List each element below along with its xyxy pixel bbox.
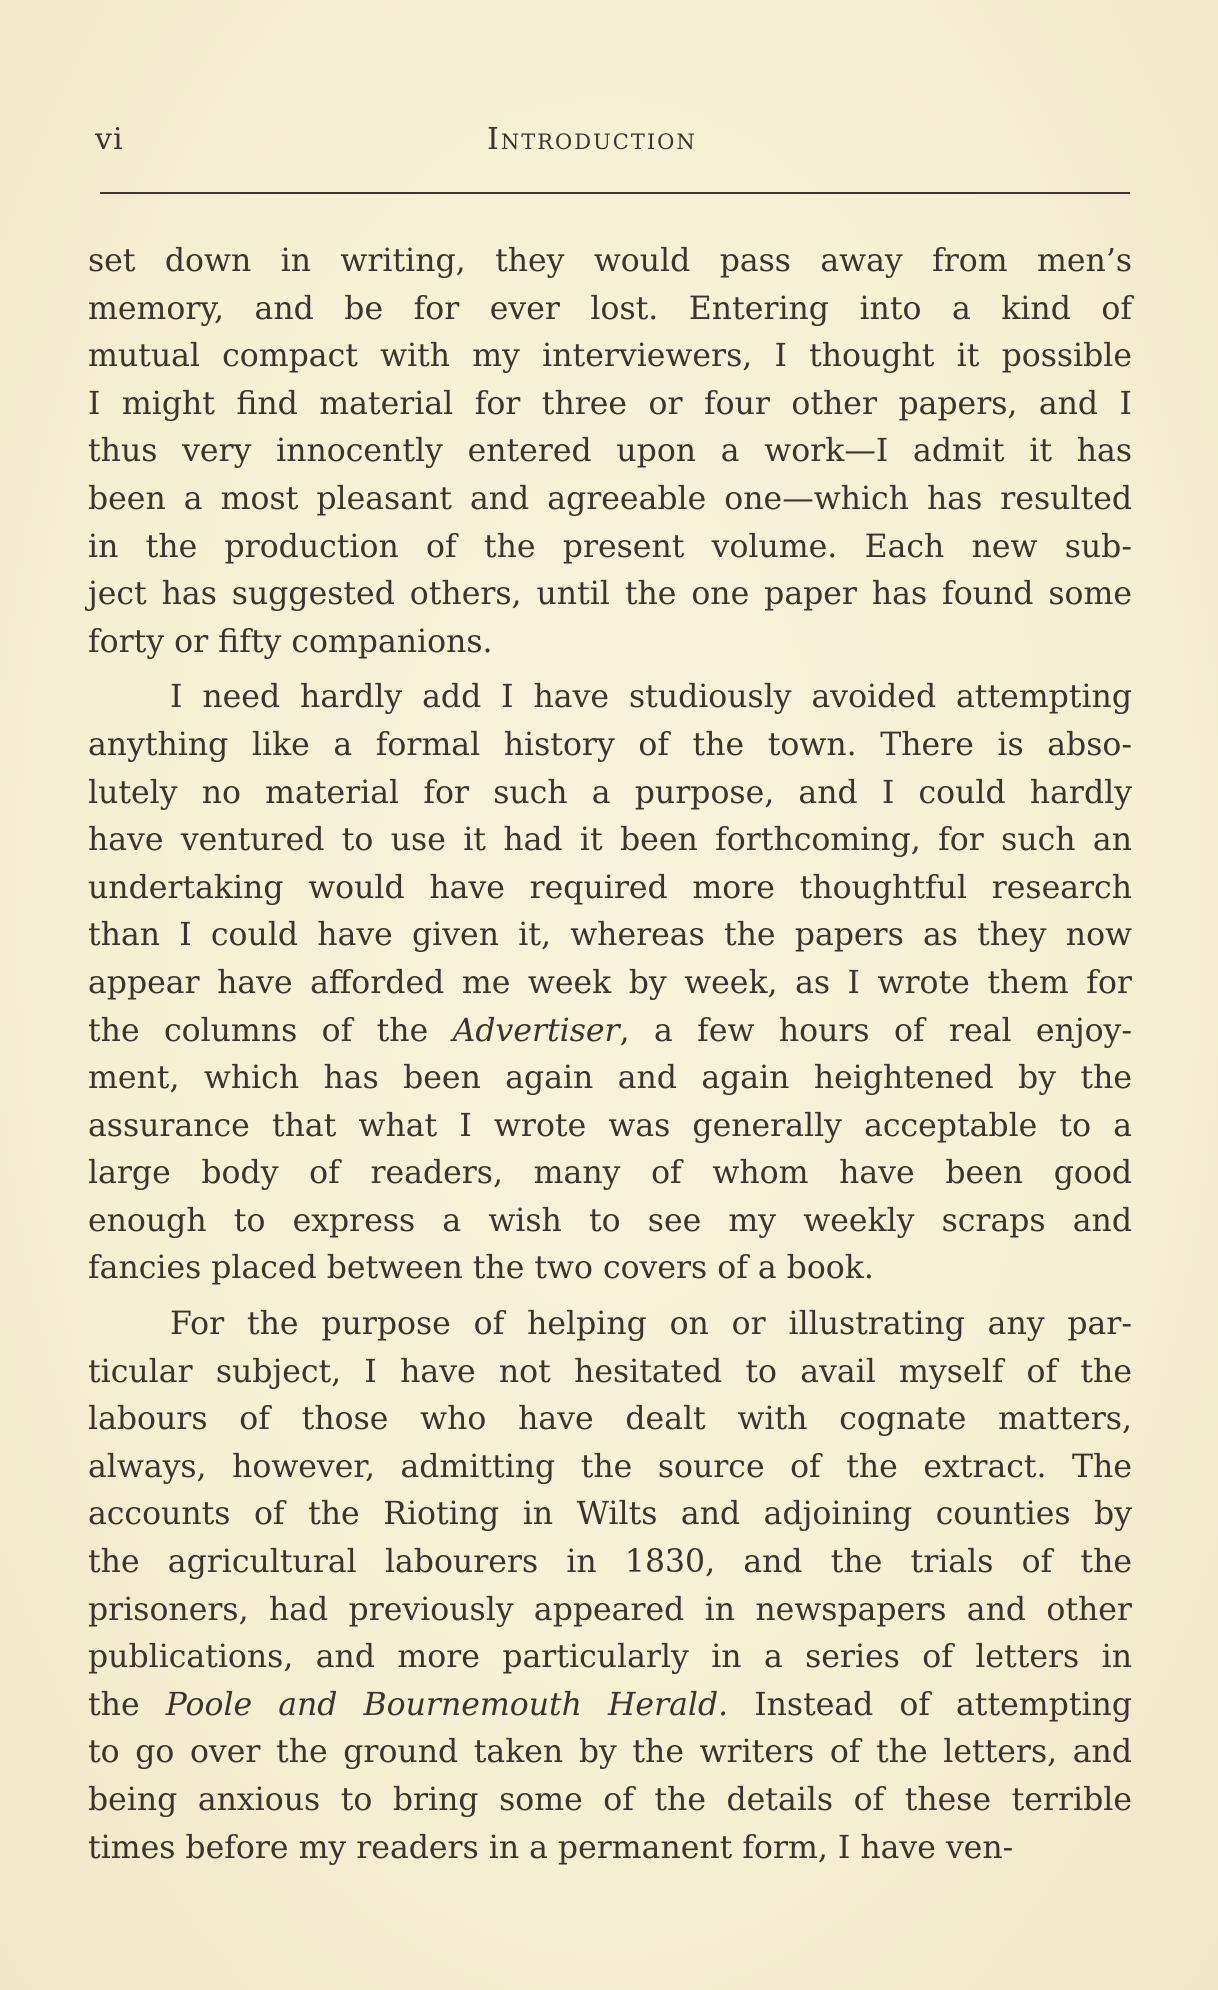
text-line: enough to express a wish to see my weekly scraps and: [88, 1202, 1132, 1239]
text-line: ject has suggested others, until the one paper has found some: [88, 576, 1132, 613]
text-line: ticular subject, I have not hesitated to avail myself of the: [88, 1353, 1132, 1390]
text-line: For the purpose of helping on or illustrating any par-: [170, 1306, 1132, 1343]
italic-title: Advertiser: [452, 1012, 620, 1049]
text-line: I need hardly add I have studiously avoided attempting: [170, 679, 1132, 716]
text-line: assurance that what I wrote was generally acceptable to a: [88, 1107, 1132, 1144]
text-line: times before my readers in a permanent form, I have ven-: [88, 1829, 1014, 1866]
text-line: in the production of the present volume. Each new sub-: [88, 528, 1132, 565]
header-rule: [100, 192, 1130, 194]
text-line: always, however, admitting the source of the extract. The: [88, 1448, 1132, 1485]
running-head: Introduction: [487, 122, 697, 157]
text-line: accounts of the Rioting in Wilts and adjoining counties by: [88, 1496, 1132, 1533]
text-line: appear have afforded me week by week, as I wrote them for: [88, 964, 1132, 1001]
text-line: lutely no material for such a purpose, and I could hardly: [88, 774, 1132, 811]
text-line: mutual compact with my interviewers, I thought it possible: [88, 338, 1132, 375]
text-line: being anxious to bring some of the details of these terrible: [88, 1782, 1132, 1818]
text-line: been a most pleasant and agreeable one—which has resulted: [88, 480, 1132, 517]
text-line: the columns of the Advertiser, a few hours of real enjoy-: [88, 1012, 1132, 1049]
text-line: to go over the ground taken by the writers of the letters, and: [88, 1734, 1132, 1771]
text-line: memory, and be for ever lost. Entering into a kind of: [88, 290, 1132, 327]
text-line: the agricultural labourers in 1830, and the trials of the: [88, 1544, 1132, 1581]
text-line: have ventured to use it had it been forthcoming, for such an: [88, 822, 1132, 859]
text-line: publications, and more particularly in a series of letters in: [88, 1639, 1132, 1676]
paragraph: [88, 674, 1132, 1293]
text-line: I might find material for three or four other papers, and I: [88, 385, 1132, 422]
text-line: fancies placed between the two covers of a book.: [88, 1250, 874, 1287]
text-line: anything like a formal history of the town. There is abso-: [88, 726, 1132, 763]
text-line: large body of readers, many of whom have been good: [88, 1155, 1132, 1192]
text-line: than I could have given it, whereas the papers as they now: [88, 917, 1132, 954]
italic-title: Poole and Bournemouth Herald.: [165, 1686, 729, 1723]
text-line: thus very innocently entered upon a work—I admit it has: [88, 433, 1132, 470]
page-header: [95, 122, 1125, 162]
page-number: vi: [95, 122, 124, 157]
text-line: labours of those who have dealt with cognate matters,: [88, 1401, 1132, 1438]
text-line: ment, which has been again and again heightened by the: [88, 1060, 1132, 1097]
paragraph: [88, 1301, 1132, 1872]
text-line: the Poole and Bournemouth Herald. Instead of attempting: [88, 1686, 1132, 1723]
text-line: forty or fifty companions.: [88, 623, 493, 660]
body-text: [88, 238, 1132, 1872]
text-line: set down in writing, they would pass away from men’s: [88, 243, 1132, 279]
text-line: undertaking would have required more thoughtful research: [88, 869, 1132, 906]
paragraph: [88, 238, 1132, 666]
text-line: prisoners, had previously appeared in newspapers and other: [88, 1591, 1132, 1628]
